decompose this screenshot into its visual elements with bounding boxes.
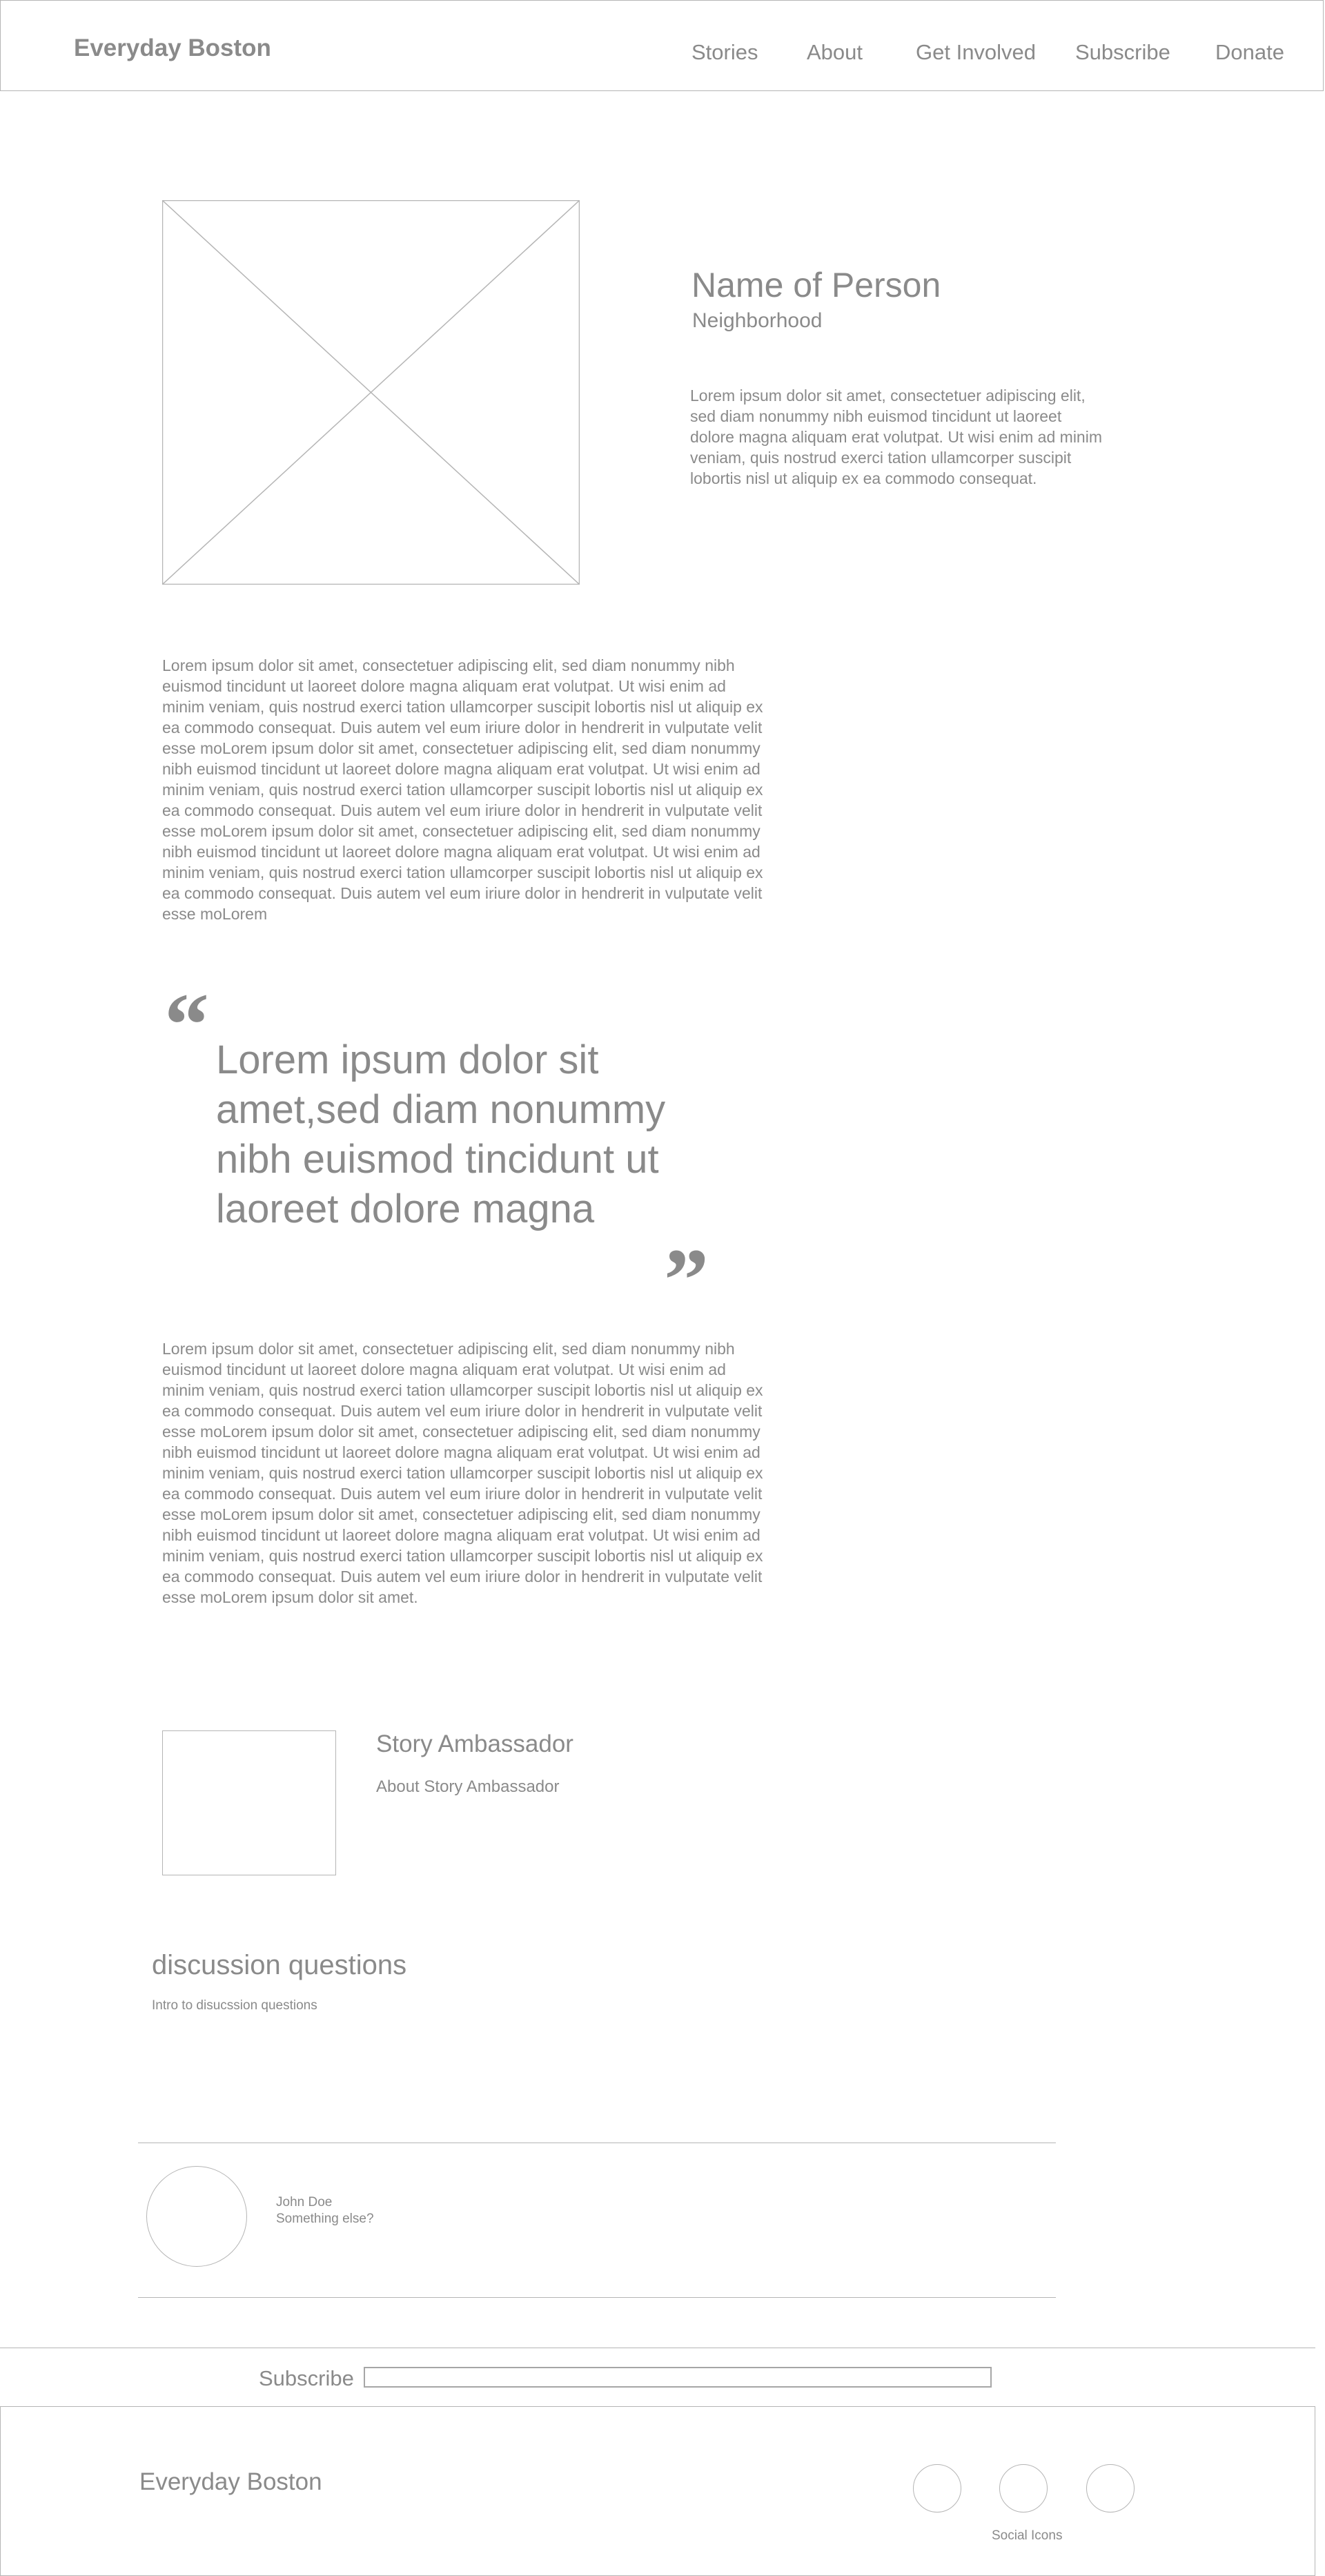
comment-subtitle: Something else?: [276, 2212, 374, 2226]
person-name: Name of Person: [691, 266, 941, 304]
open-quote-icon: “: [164, 975, 209, 1075]
social-icon-2[interactable]: [999, 2464, 1048, 2512]
nav-get-involved[interactable]: Get Involved: [916, 40, 1037, 64]
nav-subscribe[interactable]: Subscribe: [1075, 40, 1170, 64]
subscribe-label: Subscribe: [259, 2366, 354, 2390]
nav-stories[interactable]: Stories: [691, 40, 758, 64]
social-icon-3[interactable]: [1086, 2464, 1135, 2512]
story-paragraph-1: Lorem ipsum dolor sit amet, consectetuer adipiscing elit, sed diam nonummy nibh euismod tincidunt ut laoreet dolore magna aliquam erat volutpat. Ut wisi enim ad minim veniam, quis nostrud exerci tation ullamcorper suscipit lobortis nisl ut aliquip ex ea commodo consequat. Duis autem vel eum iriure dolor in hendrerit in vulputate velit esse moLorem ipsum dolor sit amet, consectetuer adipiscing elit, sed diam nonummy nibh euismod tincidunt ut laoreet dolore magna aliquam erat volutpat. Ut wisi enim ad minim veniam, quis nostrud exerci tation ullamcorper suscipit lobortis nisl ut aliquip ex ea commodo consequat. Duis autem vel eum iriure dolor in hendrerit in vulputate velit esse moLorem ipsum dolor sit amet, consectetuer adipiscing elit, sed diam nonummy nibh euismod tincidunt ut laoreet dolore magna aliquam erat volutpat. Ut wisi enim ad minim veniam, quis nostrud exerci tation ullamcorper suscipit lobortis nisl ut aliquip ex ea commodo consequat. Duis autem vel eum iriure dolor in hendrerit in vulputate velit esse moLorem: [162, 656, 763, 923]
avatar: [146, 2166, 247, 2267]
close-quote-icon: ”: [664, 1231, 709, 1330]
ambassador-title: Story Ambassador: [376, 1730, 573, 1757]
pull-quote: Lorem ipsum dolor sit amet,sed diam nonummy nibh euismod tincidunt ut laoreet dolore magna: [216, 1037, 666, 1231]
ambassador-image-placeholder: [162, 1730, 336, 1875]
person-intro: Lorem ipsum dolor sit amet, consectetuer adipiscing elit, sed diam nonummy nibh euismod tincidunt ut laoreet dolore magna aliquam erat volutpat. Ut wisi enim ad minim veniam, quis nostrud exerci tation ullamcorper suscipit lobortis nisl ut aliquip ex ea commodo consequat.: [690, 387, 1102, 487]
social-icons-label: Social Icons: [992, 2528, 1063, 2543]
subscribe-email-input[interactable]: [364, 2367, 992, 2388]
discussion-title: discussion questions: [152, 1950, 407, 1980]
nav-about[interactable]: About: [807, 40, 863, 64]
social-icon-1[interactable]: [913, 2464, 961, 2512]
site-logo[interactable]: Everyday Boston: [74, 35, 271, 61]
discussion-intro: Intro to disucssion questions: [152, 1998, 317, 2013]
story-paragraph-2: Lorem ipsum dolor sit amet, consectetuer adipiscing elit, sed diam nonummy nibh euismod tincidunt ut laoreet dolore magna aliquam erat volutpat. Ut wisi enim ad minim veniam, quis nostrud exerci tation ullamcorper suscipit lobortis nisl ut aliquip ex ea commodo consequat. Duis autem vel eum iriure dolor in hendrerit in vulputate velit esse moLorem ipsum dolor sit amet, consectetuer adipiscing elit, sed diam nonummy nibh euismod tincidunt ut laoreet dolore magna aliquam erat volutpat. Ut wisi enim ad minim veniam, quis nostrud exerci tation ullamcorper suscipit lobortis nisl ut aliquip ex ea commodo consequat. Duis autem vel eum iriure dolor in hendrerit in vulputate velit esse moLorem ipsum dolor sit amet, consectetuer adipiscing elit, sed diam nonummy nibh euismod tincidunt ut laoreet dolore magna aliquam erat volutpat. Ut wisi enim ad minim veniam, quis nostrud exerci tation ullamcorper suscipit lobortis nisl ut aliquip ex ea commodo consequat. Duis autem vel eum iriure dolor in hendrerit in vulputate velit esse moLorem ipsum dolor sit amet.: [162, 1340, 763, 1606]
nav-donate[interactable]: Donate: [1215, 40, 1284, 64]
comment-author: John Doe: [276, 2195, 333, 2209]
ambassador-about: About Story Ambassador: [376, 1777, 560, 1796]
hero-image-placeholder: [162, 200, 580, 585]
comment-divider-bottom: [138, 2297, 1056, 2298]
person-neighborhood: Neighborhood: [692, 309, 823, 332]
footer-logo[interactable]: Everyday Boston: [139, 2468, 322, 2495]
